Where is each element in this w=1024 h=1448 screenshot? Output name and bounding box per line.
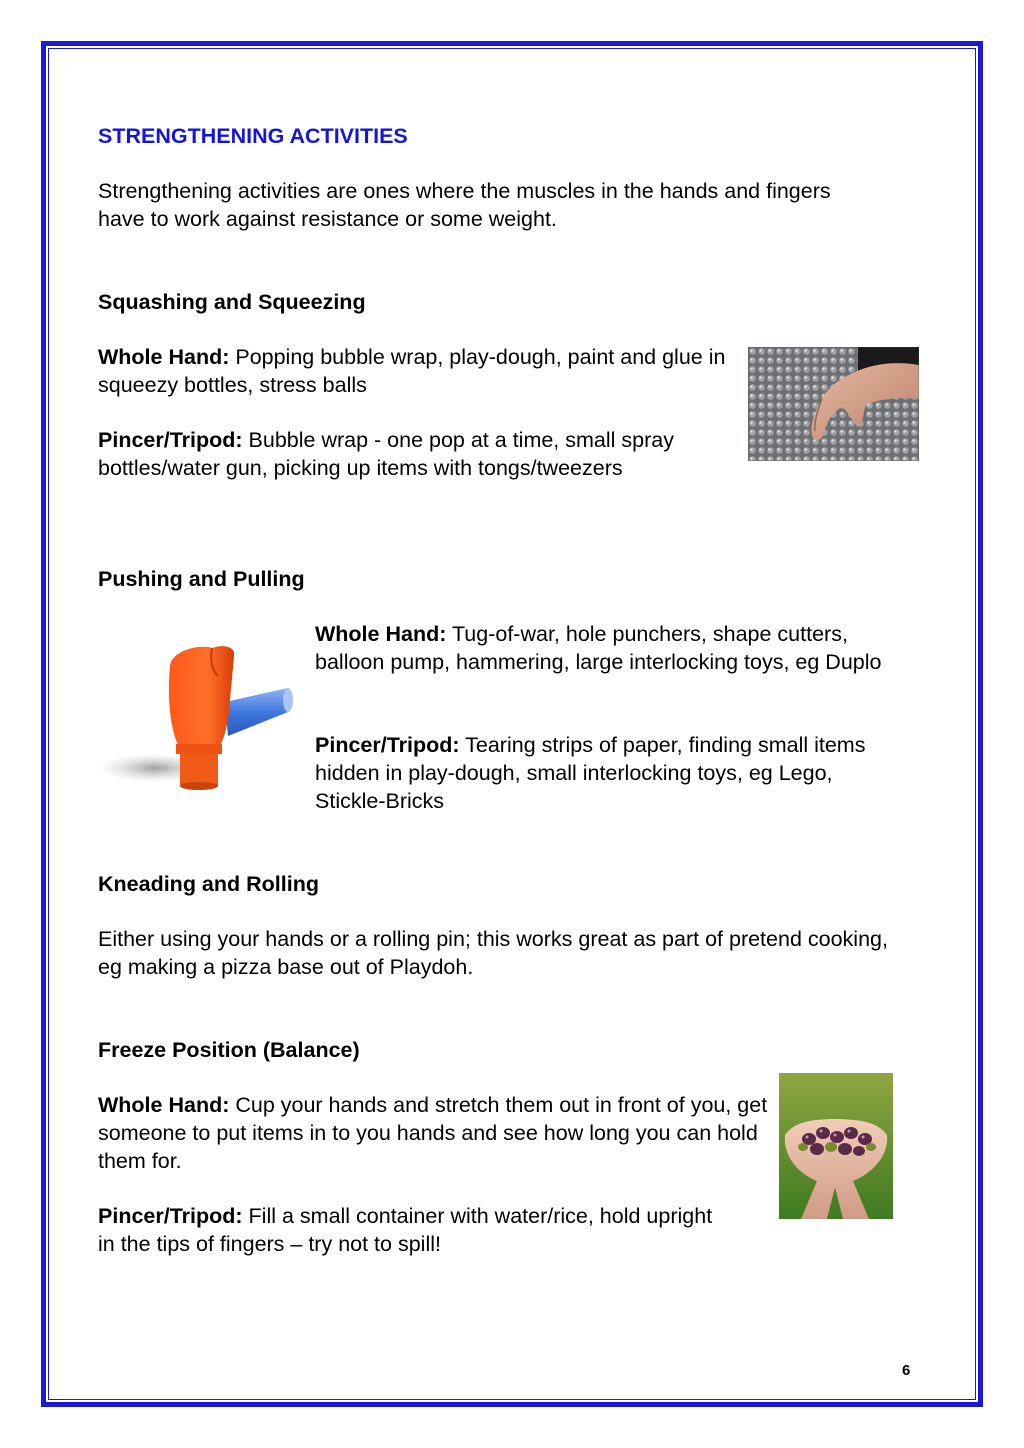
intro-paragraph: Strengthening activities are ones where the muscles in the hands and fingers have to work against resistance or some weight. [98, 179, 831, 231]
section-title-pushing: Pushing and Pulling [98, 567, 305, 591]
whole-hand-label: Whole Hand: [98, 1093, 230, 1117]
pincer-tripod-label: Pincer/Tripod: [98, 1204, 243, 1228]
pincer-tripod-text: Bubble wrap - one pop at a time, small spray bottles/water gun, picking up items with tongs/tweezers [98, 428, 674, 480]
squashing-pincer-tripod [98, 427, 698, 483]
toy-hammer-photo [100, 640, 294, 792]
section-title-kneading: Kneading and Rolling [98, 872, 319, 896]
whole-hand-text: Cup your hands and stretch them out in front of you, get someone to put items in to you hands and see how long you can hold them for. [98, 1093, 768, 1173]
pincer-tripod-text: Fill a small container with water/rice, hold upright in the tips of fingers – try not to spill! [98, 1204, 713, 1256]
pushing-pincer-tripod [315, 732, 905, 815]
page-heading: STRENGTHENING ACTIVITIES [98, 124, 408, 148]
whole-hand-text: Tug-of-war, hole punchers, shape cutters, balloon pump, hammering, large interlocking toys, eg Duplo [315, 622, 882, 674]
whole-hand-label: Whole Hand: [98, 345, 230, 369]
squashing-whole-hand [98, 344, 738, 400]
pincer-tripod-label: Pincer/Tripod: [98, 428, 243, 452]
pincer-tripod-label: Pincer/Tripod: [315, 733, 460, 757]
page-number: 6 [902, 1362, 911, 1379]
section-title-squashing: Squashing and Squeezing [98, 290, 366, 314]
whole-hand-label: Whole Hand: [315, 622, 447, 646]
cupped-hands-photo [779, 1073, 893, 1219]
whole-hand-text: Popping bubble wrap, play-dough, paint and glue in squeezy bottles, stress balls [98, 345, 726, 397]
kneading-text: Either using your hands or a rolling pin; this works great as part of pretend cooking, eg making a pizza base out of Playdoh. [98, 927, 888, 979]
pincer-tripod-text: Tearing strips of paper, finding small items hidden in play-dough, small interlocking toys, eg Lego, Stickle-Bricks [315, 733, 866, 813]
freeze-pincer-tripod [98, 1203, 728, 1259]
section-title-freeze: Freeze Position (Balance) [98, 1038, 360, 1062]
freeze-whole-hand [98, 1092, 768, 1175]
bubble-wrap-photo [748, 347, 919, 461]
pushing-whole-hand [315, 621, 905, 677]
